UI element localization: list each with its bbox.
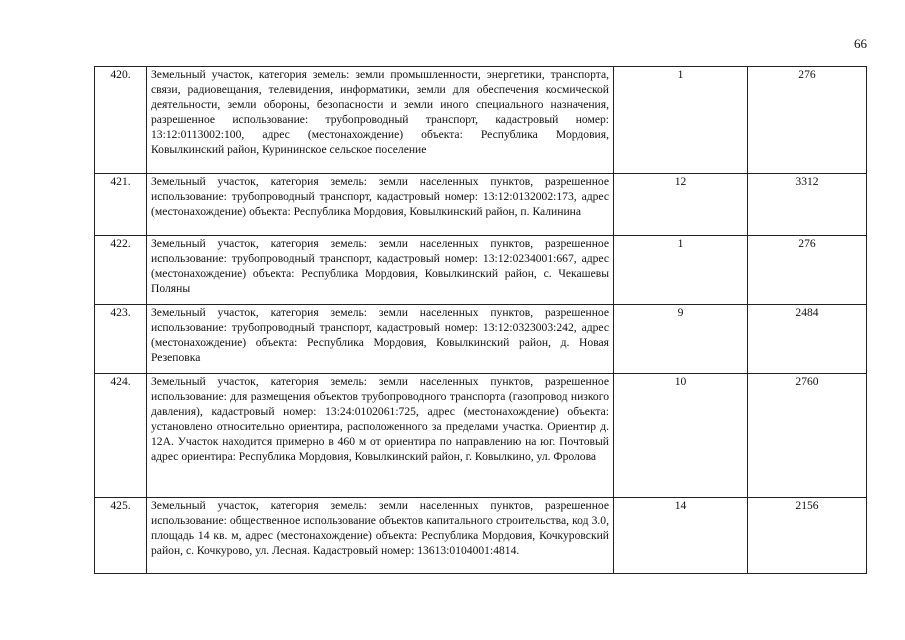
row-number-cell: 421. — [95, 174, 147, 236]
row-number-cell: 422. — [95, 236, 147, 305]
table-row — [95, 498, 867, 574]
quantity-cell: 1 — [614, 67, 748, 174]
description-cell: Земельный участок, категория земель: земли населенных пунктов, разрешенное использование: общественное использование объектов капитального строительства, код 3.0, площадь 14 кв. м, адрес (местонахождение) объекта: Республика Мордовия, Кочкуровский район, с. Кочкурово, ул. Лесная. Кадастровый номер: 13613:0104001:4814. — [147, 498, 614, 574]
description-cell: Земельный участок, категория земель: земли населенных пунктов, разрешенное использование: трубопроводный транспорт, кадастровый номер: 13:12:0234001:667, адрес (местонахождение) объекта: Республика Мордовия, Ковылкинский район, с. Чекашевы Поляны — [147, 236, 614, 305]
quantity-cell: 9 — [614, 305, 748, 374]
table-row — [95, 67, 867, 174]
quantity-cell: 14 — [614, 498, 748, 574]
quantity-cell: 10 — [614, 374, 748, 498]
quantity-cell: 12 — [614, 174, 748, 236]
description-cell: Земельный участок, категория земель: земли населенных пунктов, разрешенное использование: для размещения объектов трубопроводного транспорта (газопровод низкого давления), кадастровый номер: 13:24:0102061:725, адрес (местонахождение) объекта: установлено относительно ориентира, расположенного за пределами участка. Ориентир д. 12А. Участок находится примерно в 460 м от ориентира по направлению на юг. Почтовый адрес ориентира: Республика Мордовия, Ковылкинский район, г. Ковылкино, ул. Фролова — [147, 374, 614, 498]
table-row — [95, 374, 867, 498]
value-cell: 2760 — [748, 374, 867, 498]
row-number-cell: 420. — [95, 67, 147, 174]
row-number-cell: 423. — [95, 305, 147, 374]
description-cell: Земельный участок, категория земель: земли населенных пунктов, разрешенное использование: трубопроводный транспорт, кадастровый номер: 13:12:0132002:173, адрес (местонахождение) объекта: Республика Мордовия, Ковылкинский район, п. Калинина — [147, 174, 614, 236]
value-cell: 2484 — [748, 305, 867, 374]
table-row — [95, 236, 867, 305]
value-cell: 2156 — [748, 498, 867, 574]
value-cell: 3312 — [748, 174, 867, 236]
quantity-cell: 1 — [614, 236, 748, 305]
row-number-cell: 424. — [95, 374, 147, 498]
property-table — [94, 66, 867, 574]
page-number: 66 — [854, 36, 867, 51]
table-row — [95, 174, 867, 236]
value-cell: 276 — [748, 67, 867, 174]
description-cell: Земельный участок, категория земель: земли населенных пунктов, разрешенное использование: трубопроводный транспорт, кадастровый номер: 13:12:0323003:242, адрес (местонахождение) объекта: Республика Мордовия, Ковылкинский район, д. Новая Резеповка — [147, 305, 614, 374]
row-number-cell: 425. — [95, 498, 147, 574]
description-cell: Земельный участок, категория земель: земли промышленности, энергетики, транспорта, связи, радиовещания, телевидения, информатики, земли для обеспечения космической деятельности, земли обороны, безопасности и земли иного специального назначения, разрешенное использование: трубопроводный транспорт, кадастровый номер: 13:12:0113002:100, адрес (местонахождение) объекта: Республика Мордовия, Ковылкинский район, Курининское сельское поселение — [147, 67, 614, 174]
value-cell: 276 — [748, 236, 867, 305]
table-row — [95, 305, 867, 374]
